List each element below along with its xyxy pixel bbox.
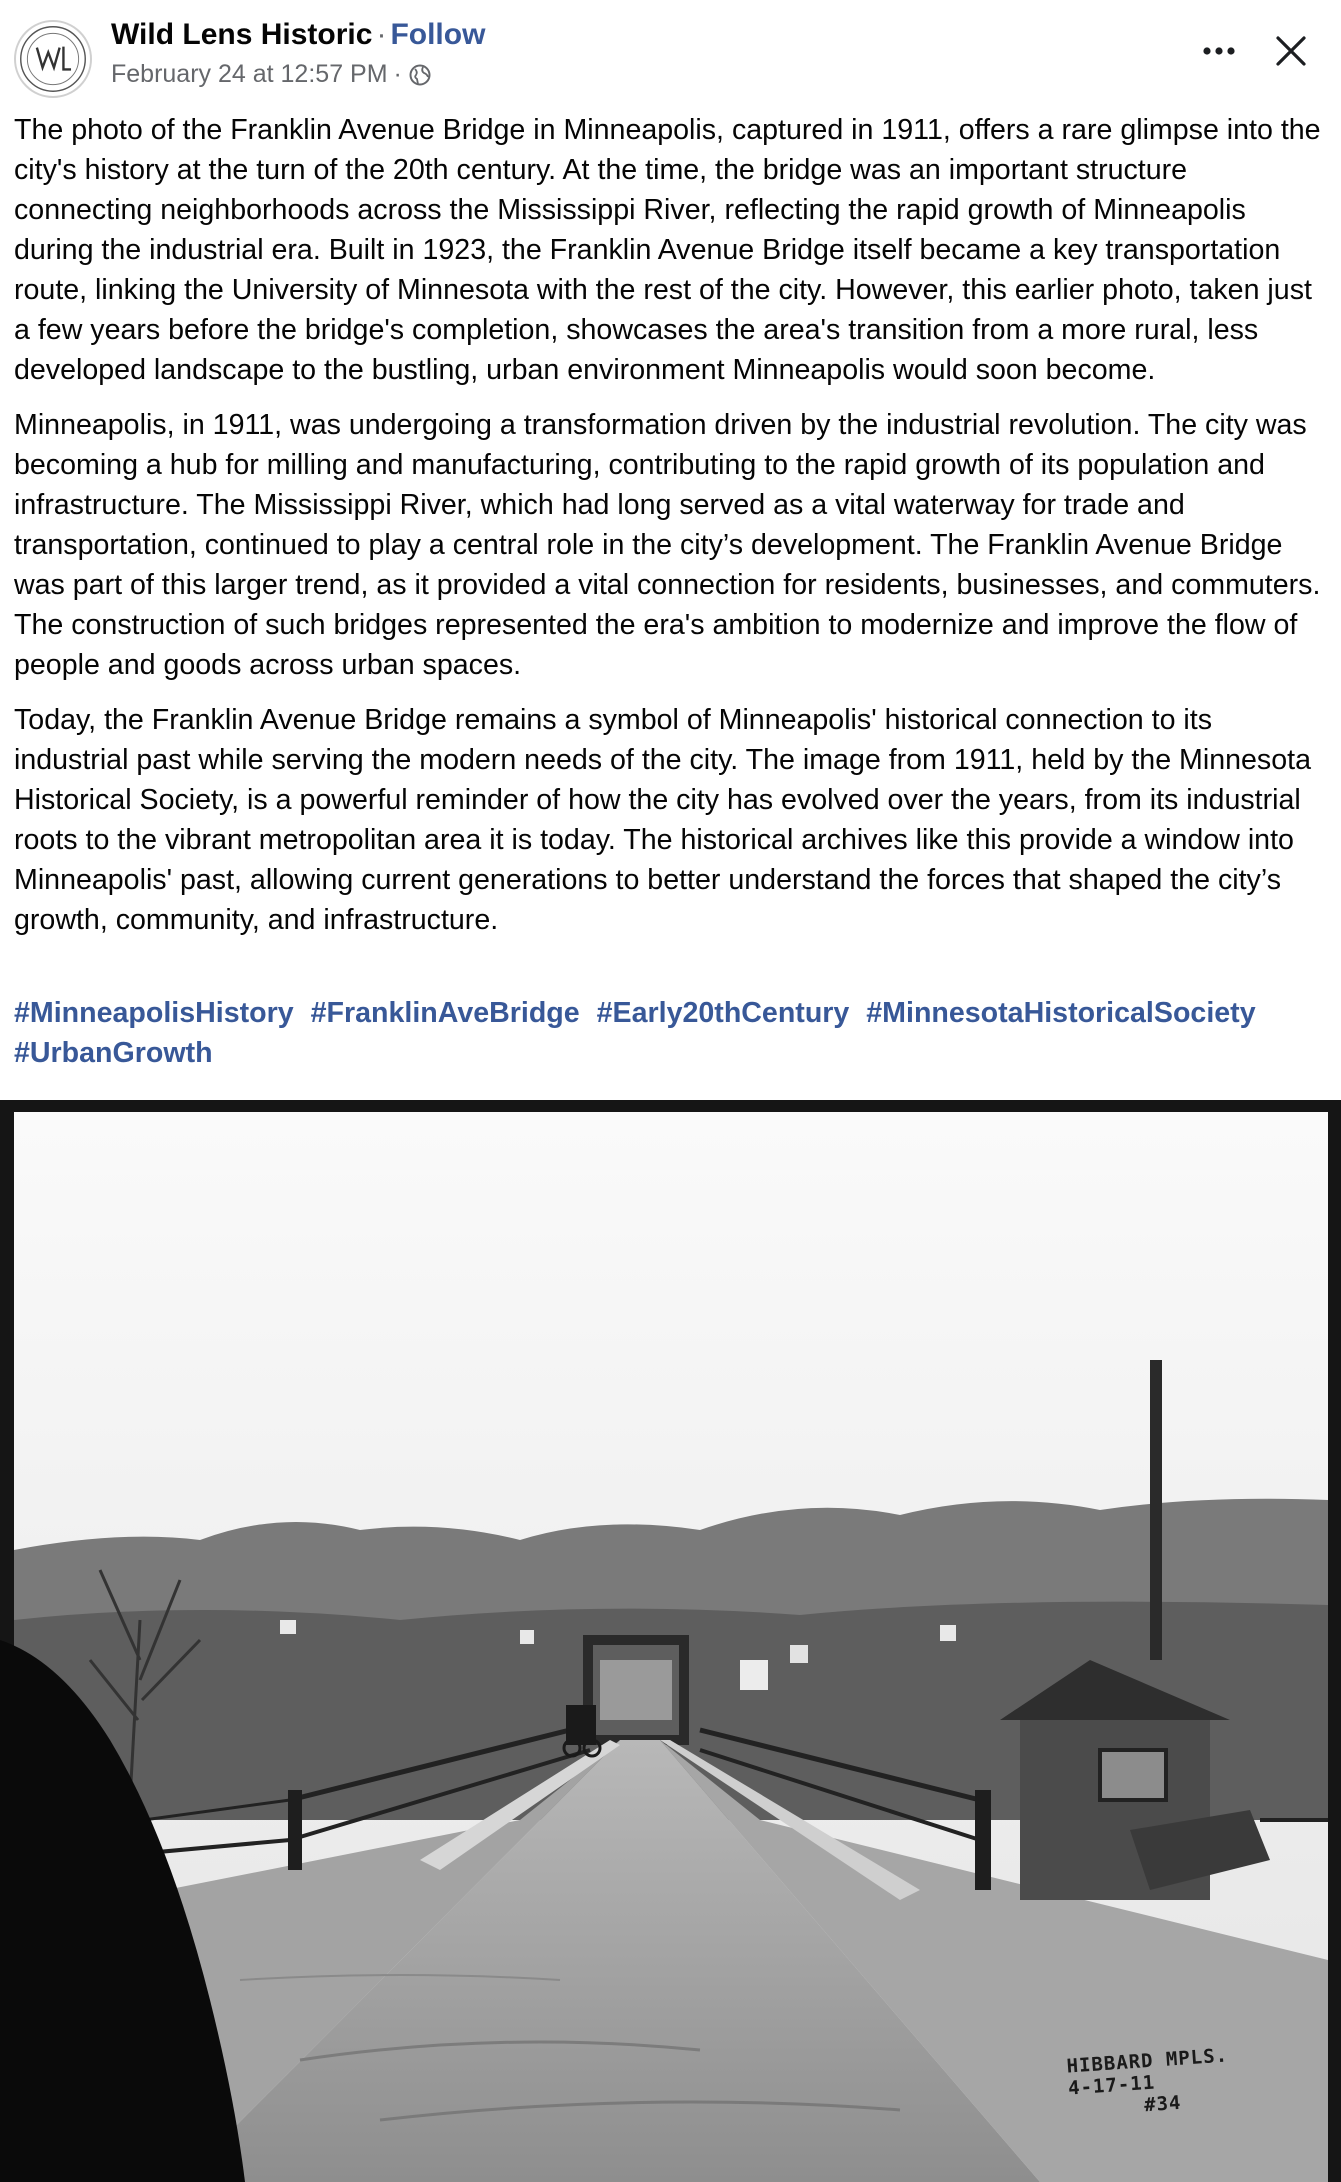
author-separator: · <box>376 18 387 51</box>
author-avatar[interactable] <box>14 20 92 98</box>
inscription-line: #34 <box>1143 2091 1183 2117</box>
meta-separator: · <box>393 60 402 88</box>
post-body <box>14 110 1332 955</box>
inscription-line: 4-17-11 <box>1067 2071 1156 2100</box>
bridge-photograph <box>0 1100 1341 2182</box>
more-options-button[interactable] <box>1196 28 1242 74</box>
author-line <box>111 16 485 54</box>
globe-icon <box>408 63 432 87</box>
post-paragraph: Minneapolis, in 1911, was undergoing a transformation driven by the industrial revolution. The city was becoming a hub for milling and manufacturing, contributing to the rapid growth of its population and infrastructure. The Mississippi River, which had long served as a vital waterway for trade and transportation, continued to play a central role in the city’s development. The Franklin Avenue Bridge was part of this larger trend, as it provided a vital connection for residents, businesses, and commuters. The construction of such bridges represented the era's ambition to modernize and improve the flow of people and goods across urban spaces. <box>14 409 1321 681</box>
close-icon <box>1275 35 1307 67</box>
post-meta <box>111 58 432 90</box>
hashtag-link[interactable]: #MinneapolisHistory <box>14 997 294 1029</box>
hashtag-list <box>14 993 1332 1073</box>
inscription-line: HIBBARD MPLS. <box>1065 2044 1229 2078</box>
post-timestamp[interactable]: February 24 at 12:57 PM <box>111 60 388 88</box>
wild-lens-logo-icon <box>16 22 90 96</box>
follow-button[interactable]: Follow <box>390 18 486 51</box>
hashtag-link[interactable]: #FranklinAveBridge <box>310 997 580 1029</box>
author-name[interactable]: Wild Lens Historic <box>111 18 373 51</box>
hashtag-link[interactable]: #MinnesotaHistoricalSociety <box>866 997 1256 1029</box>
hashtag-link[interactable]: #Early20thCentury <box>596 997 850 1029</box>
more-options-icon <box>1202 46 1236 56</box>
photo-inscription <box>1066 2044 1232 2121</box>
post-paragraph: The photo of the Franklin Avenue Bridge in Minneapolis, captured in 1911, offers a rare glimpse into the city's history at the turn of the 20th century. At the time, the bridge was an important structure connecting neighborhoods across the Mississippi River, reflecting the rapid growth of Minneapolis during the industrial era. Built in 1923, the Franklin Avenue Bridge itself became a key transportation route, linking the University of Minnesota with the rest of the city. However, this earlier photo, taken just a few years before the bridge's completion, showcases the area's transition from a more rural, less developed landscape to the bustling, urban environment Minneapolis would soon become. <box>14 114 1321 386</box>
post-header <box>0 0 1341 100</box>
hashtag-link[interactable]: #UrbanGrowth <box>14 1037 213 1069</box>
post-photo[interactable] <box>0 1100 1341 2182</box>
close-button[interactable] <box>1268 28 1314 74</box>
post-paragraph: Today, the Franklin Avenue Bridge remains a symbol of Minneapolis' historical connection to its industrial past while serving the modern needs of the city. The image from 1911, held by the Minnesota Historical Society, is a powerful reminder of how the city has evolved over the years, from its industrial roots to the vibrant metropolitan area it is today. The historical archives like this provide a window into Minneapolis' past, allowing current generations to better understand the forces that shaped the city’s growth, community, and infrastructure. <box>14 704 1311 936</box>
